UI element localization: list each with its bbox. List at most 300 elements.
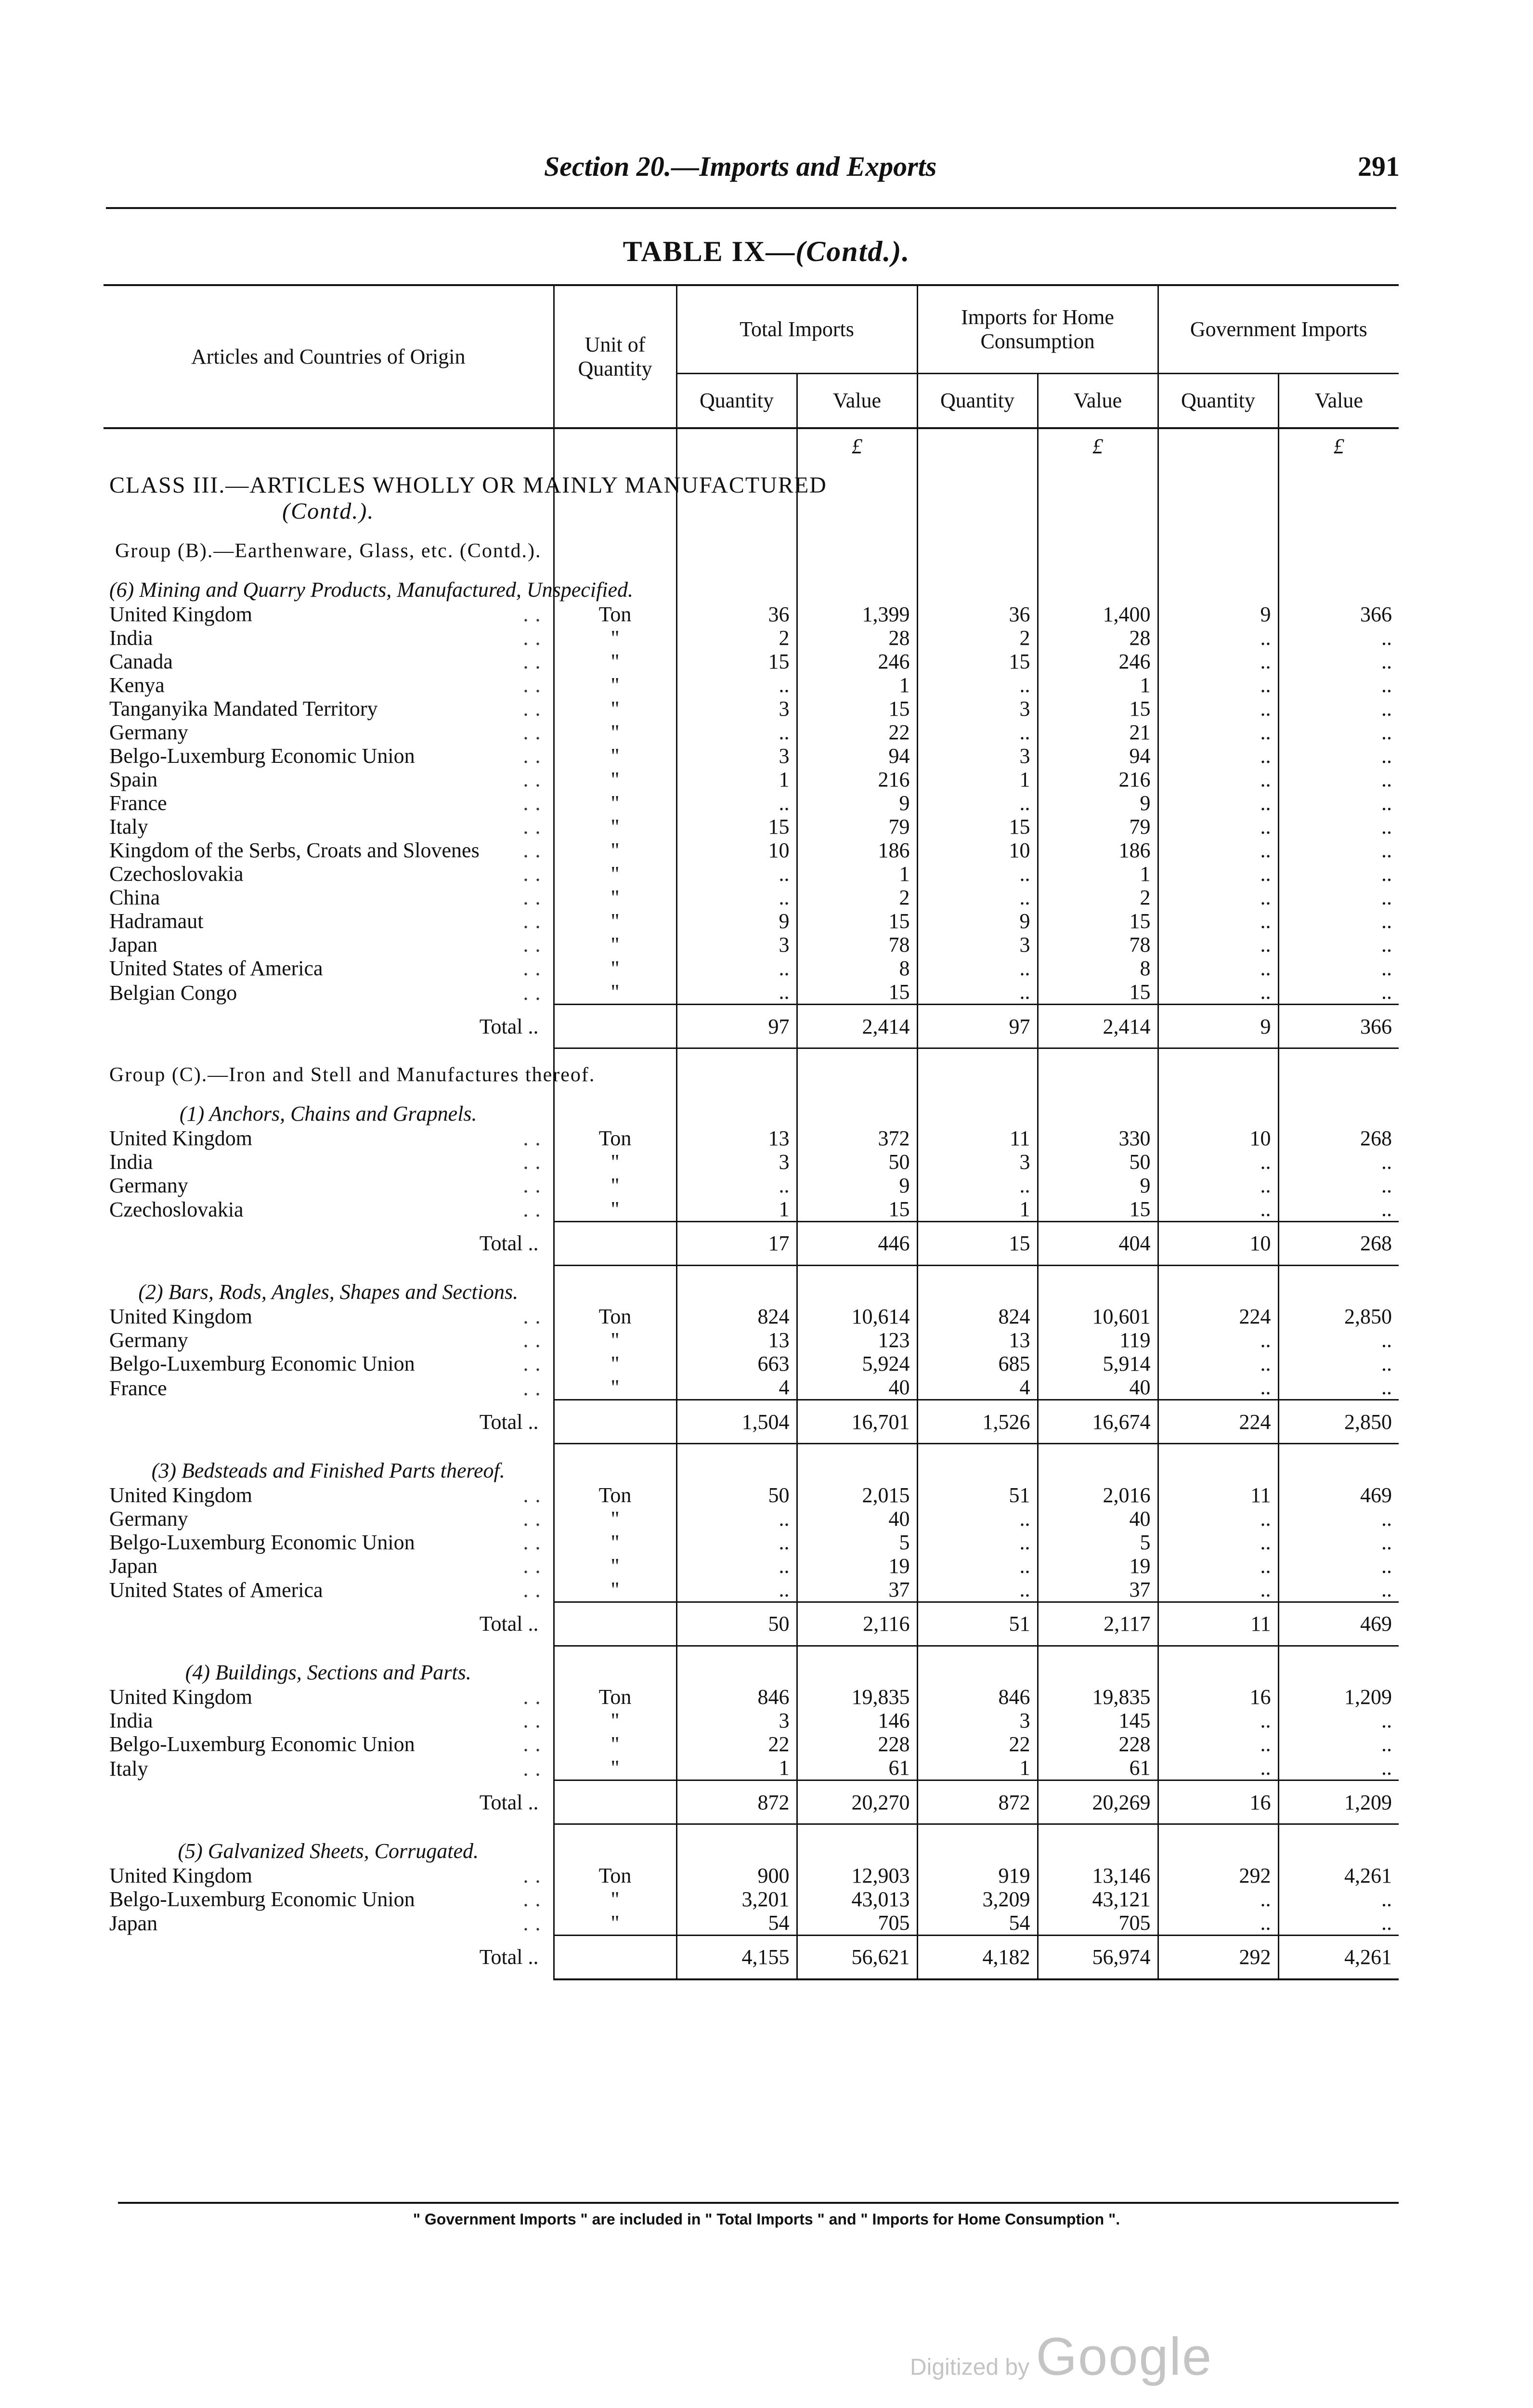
leader-dots: .. — [523, 933, 547, 956]
value-cell: 268 — [1278, 1126, 1399, 1150]
total-label: Total — [479, 1790, 523, 1814]
total-dots: .. — [528, 1231, 539, 1255]
blank-cell — [917, 1444, 1038, 1483]
unit-cell: " — [554, 1531, 676, 1554]
unit-cell: " — [554, 1887, 676, 1911]
value-cell: 3 — [917, 1150, 1038, 1174]
country-cell — [104, 862, 554, 886]
value-cell: 15 — [797, 909, 917, 933]
value-cell: 5 — [1038, 1531, 1158, 1554]
value-cell: .. — [1158, 697, 1278, 720]
value-cell: .. — [1158, 1709, 1278, 1732]
value-cell: 40 — [1038, 1375, 1158, 1400]
value-cell: .. — [1278, 1197, 1399, 1222]
value-cell: .. — [1278, 1150, 1399, 1174]
table-row — [104, 838, 1399, 862]
header-quantity: Quantity — [1158, 374, 1278, 429]
country-label — [109, 673, 547, 697]
total-value-cell: 20,270 — [797, 1780, 917, 1824]
country-label — [109, 838, 547, 862]
header-unit: Unit of Quantity — [554, 285, 676, 428]
value-cell: 15 — [797, 1197, 917, 1222]
value-cell: .. — [676, 1531, 797, 1554]
table-row — [104, 650, 1399, 673]
digitized-watermark — [910, 2326, 1212, 2387]
value-cell: 1,400 — [1038, 602, 1158, 626]
blank-cell — [554, 1221, 676, 1265]
value-cell: 5,914 — [1038, 1352, 1158, 1375]
country-cell — [104, 933, 554, 956]
country-cell — [104, 1685, 554, 1709]
blank-cell — [554, 1005, 676, 1048]
value-cell: 78 — [797, 933, 917, 956]
value-cell: 4 — [676, 1375, 797, 1400]
country-name: Belgo-Luxemburg Economic Union — [109, 744, 415, 768]
value-cell: .. — [676, 980, 797, 1005]
value-cell: 61 — [797, 1756, 917, 1780]
total-row — [104, 1400, 1399, 1444]
value-cell: .. — [1158, 1174, 1278, 1197]
blank-cell — [1278, 1824, 1399, 1864]
country-cell — [104, 1531, 554, 1554]
blank-cell — [917, 563, 1038, 602]
value-cell: .. — [1158, 838, 1278, 862]
country-label — [109, 1328, 547, 1352]
country-label — [109, 1305, 547, 1328]
country-name: Belgian Congo — [109, 981, 237, 1005]
value-cell: .. — [1158, 956, 1278, 980]
total-value-cell: 446 — [797, 1221, 917, 1265]
leader-dots: .. — [523, 1352, 547, 1375]
blank-cell — [1158, 1444, 1278, 1483]
value-cell: 5,924 — [797, 1352, 917, 1375]
leader-dots: .. — [523, 1126, 547, 1150]
country-label — [109, 1376, 547, 1400]
value-cell: 15 — [1038, 697, 1158, 720]
value-cell: .. — [1158, 626, 1278, 650]
value-cell: 3,201 — [676, 1887, 797, 1911]
country-cell — [104, 602, 554, 626]
value-cell: .. — [1278, 1352, 1399, 1375]
blank-cell — [1278, 1087, 1399, 1126]
blank-cell — [1158, 428, 1278, 463]
value-cell: 43,121 — [1038, 1887, 1158, 1911]
leader-dots: .. — [523, 673, 547, 697]
total-value-cell: 20,269 — [1038, 1780, 1158, 1824]
footnote: " Government Imports " are included in " Total Imports " and " Imports for Home Consumption ". — [413, 2211, 1120, 2228]
value-cell: .. — [1158, 909, 1278, 933]
value-cell: 1 — [917, 1197, 1038, 1222]
blank-cell — [104, 428, 554, 463]
value-cell: 846 — [676, 1685, 797, 1709]
total-dots: .. — [528, 1790, 539, 1814]
country-cell — [104, 768, 554, 791]
table-row — [104, 1685, 1399, 1709]
total-value-cell: 17 — [676, 1221, 797, 1265]
country-name: France — [109, 791, 167, 815]
value-cell: .. — [676, 1174, 797, 1197]
total-value-cell: 1,504 — [676, 1400, 797, 1444]
total-value-cell: 51 — [917, 1602, 1038, 1646]
blank-cell — [797, 524, 917, 563]
value-cell: .. — [917, 720, 1038, 744]
country-name: United Kingdom — [109, 1863, 252, 1887]
blank-cell — [1038, 1646, 1158, 1685]
value-cell: 50 — [676, 1483, 797, 1507]
value-cell: 19 — [797, 1554, 917, 1578]
value-cell: .. — [1158, 1578, 1278, 1602]
country-cell — [104, 909, 554, 933]
total-dots: .. — [528, 1612, 539, 1636]
value-cell: 663 — [676, 1352, 797, 1375]
unit-cell: Ton — [554, 1864, 676, 1887]
table-header — [104, 285, 1399, 428]
blank-cell — [917, 1087, 1038, 1126]
table-row — [104, 673, 1399, 697]
class-heading — [104, 463, 827, 524]
table-row — [104, 744, 1399, 768]
table-row — [104, 1531, 1399, 1554]
value-cell: 19 — [1038, 1554, 1158, 1578]
value-cell: .. — [1278, 1578, 1399, 1602]
blank-cell — [554, 1780, 676, 1824]
country-name: India — [109, 1150, 153, 1174]
total-label: Total — [479, 1410, 523, 1434]
table-row — [104, 1864, 1399, 1887]
value-cell: 50 — [1038, 1150, 1158, 1174]
total-value-cell: 16,701 — [797, 1400, 917, 1444]
value-cell: 40 — [797, 1507, 917, 1531]
table-row — [104, 1887, 1399, 1911]
country-label — [109, 815, 547, 838]
leader-dots: .. — [523, 720, 547, 744]
subgroup-heading-row — [104, 1444, 1399, 1483]
value-cell: 15 — [797, 980, 917, 1005]
blank-cell — [797, 1048, 917, 1087]
leader-dots: .. — [523, 602, 547, 626]
group-heading-row — [104, 1048, 1399, 1087]
table-title-contd: (Contd.). — [795, 236, 910, 267]
value-cell: .. — [1278, 626, 1399, 650]
value-cell: .. — [1278, 956, 1399, 980]
value-cell: 21 — [1038, 720, 1158, 744]
country-name: Belgo-Luxemburg Economic Union — [109, 1352, 415, 1375]
value-cell: .. — [1158, 815, 1278, 838]
value-cell: 13 — [676, 1126, 797, 1150]
blank-cell — [554, 1935, 676, 1979]
subgroup-heading-row — [104, 563, 1399, 602]
country-label — [109, 1150, 547, 1174]
value-cell: 50 — [797, 1150, 917, 1174]
value-cell: 13 — [917, 1328, 1038, 1352]
country-cell — [104, 956, 554, 980]
value-cell: 15 — [917, 815, 1038, 838]
currency-symbol: £ — [1038, 428, 1158, 463]
value-cell: 10,614 — [797, 1305, 917, 1328]
leader-dots: .. — [523, 1709, 547, 1732]
digitized-brand: Google — [1036, 2327, 1213, 2386]
value-cell: 15 — [917, 650, 1038, 673]
value-cell: .. — [1278, 886, 1399, 909]
value-cell: .. — [676, 673, 797, 697]
value-cell: 15 — [1038, 1197, 1158, 1222]
blank-cell — [1038, 1824, 1158, 1864]
value-cell: 2,015 — [797, 1483, 917, 1507]
table-row — [104, 1554, 1399, 1578]
value-cell: 1 — [676, 768, 797, 791]
total-dots: .. — [528, 1410, 539, 1434]
country-name: United Kingdom — [109, 1126, 252, 1150]
blank-cell — [676, 1444, 797, 1483]
blank-cell — [1038, 1087, 1158, 1126]
country-name: Belgo-Luxemburg Economic Union — [109, 1887, 415, 1911]
country-cell — [104, 1483, 554, 1507]
table-row — [104, 1328, 1399, 1352]
value-cell: .. — [1158, 1375, 1278, 1400]
blank-cell — [1158, 1646, 1278, 1685]
value-cell: 292 — [1158, 1864, 1278, 1887]
value-cell: 78 — [1038, 933, 1158, 956]
subgroup-heading: (6) Mining and Quarry Products, Manufactured, Unspecified. — [109, 578, 634, 602]
value-cell: .. — [1278, 720, 1399, 744]
value-cell: 19,835 — [797, 1685, 917, 1709]
value-cell: .. — [676, 1507, 797, 1531]
running-head — [0, 144, 1533, 188]
value-cell: 2,850 — [1278, 1305, 1399, 1328]
table-row — [104, 1150, 1399, 1174]
value-cell: 1,399 — [797, 602, 917, 626]
total-value-cell: 50 — [676, 1602, 797, 1646]
value-cell: .. — [1278, 1554, 1399, 1578]
value-cell: 43,013 — [797, 1887, 917, 1911]
blank-cell — [917, 524, 1038, 563]
country-cell — [104, 720, 554, 744]
country-cell — [104, 1328, 554, 1352]
value-cell: 469 — [1278, 1483, 1399, 1507]
total-value-cell: 1,526 — [917, 1400, 1038, 1444]
total-value-cell: 224 — [1158, 1400, 1278, 1444]
value-cell: .. — [1158, 720, 1278, 744]
value-cell: 228 — [797, 1732, 917, 1756]
country-cell — [104, 1150, 554, 1174]
country-label — [109, 1732, 547, 1756]
blank-cell — [554, 1400, 676, 1444]
value-cell: 12,903 — [797, 1864, 917, 1887]
blank-cell — [1278, 1048, 1399, 1087]
value-cell: .. — [1278, 933, 1399, 956]
value-cell: .. — [1158, 886, 1278, 909]
value-cell: 824 — [917, 1305, 1038, 1328]
value-cell: .. — [676, 862, 797, 886]
country-label — [109, 1864, 547, 1887]
group-heading: Group (C).—Iron and Stell and Manufactures thereof. — [109, 1063, 596, 1086]
blank-cell — [554, 1444, 676, 1483]
blank-cell — [1158, 1824, 1278, 1864]
value-cell: 2 — [917, 626, 1038, 650]
country-name: Germany — [109, 720, 188, 744]
total-value-cell: 56,974 — [1038, 1935, 1158, 1979]
total-row — [104, 1602, 1399, 1646]
blank-cell — [676, 428, 797, 463]
table-row — [104, 697, 1399, 720]
country-cell — [104, 886, 554, 909]
total-label-cell — [104, 1221, 554, 1265]
value-cell: 9 — [676, 909, 797, 933]
value-cell: .. — [1278, 791, 1399, 815]
value-cell: 22 — [676, 1732, 797, 1756]
value-cell: 186 — [1038, 838, 1158, 862]
value-cell: 1,209 — [1278, 1685, 1399, 1709]
value-cell: .. — [917, 956, 1038, 980]
value-cell: 1 — [917, 768, 1038, 791]
blank-cell — [554, 1646, 676, 1685]
value-cell: 1 — [676, 1197, 797, 1222]
value-cell: .. — [1158, 1911, 1278, 1936]
value-cell: .. — [1158, 1328, 1278, 1352]
table-row — [104, 886, 1399, 909]
leader-dots: .. — [523, 886, 547, 909]
value-cell: .. — [1278, 1887, 1399, 1911]
leader-dots: .. — [523, 1506, 547, 1531]
blank-cell — [797, 563, 917, 602]
value-cell: 40 — [797, 1375, 917, 1400]
leader-dots: .. — [523, 1756, 547, 1780]
table-row — [104, 933, 1399, 956]
country-cell — [104, 1554, 554, 1578]
country-label — [109, 1352, 547, 1375]
imports-table — [104, 284, 1399, 1980]
total-value-cell: 16 — [1158, 1780, 1278, 1824]
total-label: Total — [479, 1612, 523, 1636]
value-cell: .. — [1158, 768, 1278, 791]
value-cell: 705 — [797, 1911, 917, 1936]
header-total-imports: Total Imports — [676, 285, 917, 374]
total-value-cell: 97 — [676, 1005, 797, 1048]
value-cell: .. — [1158, 980, 1278, 1005]
country-cell — [104, 1578, 554, 1602]
subgroup-heading: (1) Anchors, Chains and Grapnels. — [179, 1101, 477, 1125]
country-label — [109, 626, 547, 650]
blank-cell — [917, 1824, 1038, 1864]
value-cell: .. — [1278, 1732, 1399, 1756]
header-value: Value — [1278, 374, 1399, 429]
subgroup-heading: (5) Galvanized Sheets, Corrugated. — [178, 1839, 479, 1863]
country-name: Czechoslovakia — [109, 1198, 244, 1221]
value-cell: 36 — [917, 602, 1038, 626]
total-value-cell: 268 — [1278, 1221, 1399, 1265]
blank-cell — [676, 1265, 797, 1305]
value-cell: .. — [1158, 862, 1278, 886]
value-cell: 37 — [1038, 1578, 1158, 1602]
total-value-cell: 4,155 — [676, 1935, 797, 1979]
blank-cell — [1158, 1048, 1278, 1087]
value-cell: 4,261 — [1278, 1864, 1399, 1887]
table-row — [104, 1174, 1399, 1197]
total-label-cell — [104, 1400, 554, 1444]
unit-cell: Ton — [554, 1305, 676, 1328]
unit-cell: " — [554, 1756, 676, 1780]
value-cell: 9 — [1158, 602, 1278, 626]
value-cell: 10,601 — [1038, 1305, 1158, 1328]
unit-cell: " — [554, 1554, 676, 1578]
country-label — [109, 791, 547, 815]
value-cell: 705 — [1038, 1911, 1158, 1936]
country-name: Tanganyika Mandated Territory — [109, 697, 378, 720]
unit-cell: " — [554, 1709, 676, 1732]
value-cell: 4 — [917, 1375, 1038, 1400]
country-label — [109, 1578, 547, 1602]
value-cell: 3 — [917, 933, 1038, 956]
unit-cell: " — [554, 1328, 676, 1352]
unit-cell: " — [554, 1150, 676, 1174]
blank-cell — [1278, 563, 1399, 602]
country-label — [109, 1531, 547, 1554]
blank-cell — [1278, 524, 1399, 563]
value-cell: 685 — [917, 1352, 1038, 1375]
country-label — [109, 1554, 547, 1578]
blank-cell — [917, 1646, 1038, 1685]
blank-cell — [917, 1265, 1038, 1305]
header-articles: Articles and Countries of Origin — [191, 344, 466, 368]
blank-cell — [797, 1444, 917, 1483]
total-dots: .. — [528, 1014, 539, 1038]
value-cell: 1 — [1038, 673, 1158, 697]
value-cell: .. — [1158, 791, 1278, 815]
currency-symbol: £ — [797, 428, 917, 463]
class-heading-row — [104, 463, 1399, 524]
country-name: United Kingdom — [109, 602, 252, 626]
group-heading-row — [104, 524, 1399, 563]
country-cell — [104, 1352, 554, 1375]
value-cell: 2 — [676, 626, 797, 650]
value-cell: 54 — [917, 1911, 1038, 1936]
value-cell: 846 — [917, 1685, 1038, 1709]
value-cell: .. — [1158, 1531, 1278, 1554]
country-name: Italy — [109, 815, 148, 838]
country-name: Germany — [109, 1173, 188, 1197]
unit-cell: " — [554, 980, 676, 1005]
value-cell: 28 — [1038, 626, 1158, 650]
value-cell: 79 — [1038, 815, 1158, 838]
unit-cell: " — [554, 1507, 676, 1531]
leader-dots: .. — [523, 862, 547, 886]
value-cell: 1 — [1038, 862, 1158, 886]
value-cell: 123 — [797, 1328, 917, 1352]
value-cell: .. — [1278, 1174, 1399, 1197]
value-cell: 11 — [1158, 1483, 1278, 1507]
table-row — [104, 1126, 1399, 1150]
value-cell: .. — [917, 1507, 1038, 1531]
country-label — [109, 768, 547, 791]
blank-cell — [917, 1048, 1038, 1087]
value-cell: .. — [676, 791, 797, 815]
country-label — [109, 602, 547, 626]
total-value-cell: 404 — [1038, 1221, 1158, 1265]
value-cell: 9 — [797, 791, 917, 815]
country-name: Belgo-Luxemburg Economic Union — [109, 1530, 415, 1554]
currency-row — [104, 428, 1399, 463]
value-cell: 15 — [1038, 980, 1158, 1005]
value-cell: 9 — [1038, 791, 1158, 815]
leader-dots: .. — [523, 1732, 547, 1756]
value-cell: 3 — [676, 744, 797, 768]
total-value-cell: 2,116 — [797, 1602, 917, 1646]
value-cell: .. — [917, 1174, 1038, 1197]
value-cell: .. — [1158, 1887, 1278, 1911]
country-name: France — [109, 1376, 167, 1400]
blank-cell — [676, 1824, 797, 1864]
country-cell — [104, 626, 554, 650]
